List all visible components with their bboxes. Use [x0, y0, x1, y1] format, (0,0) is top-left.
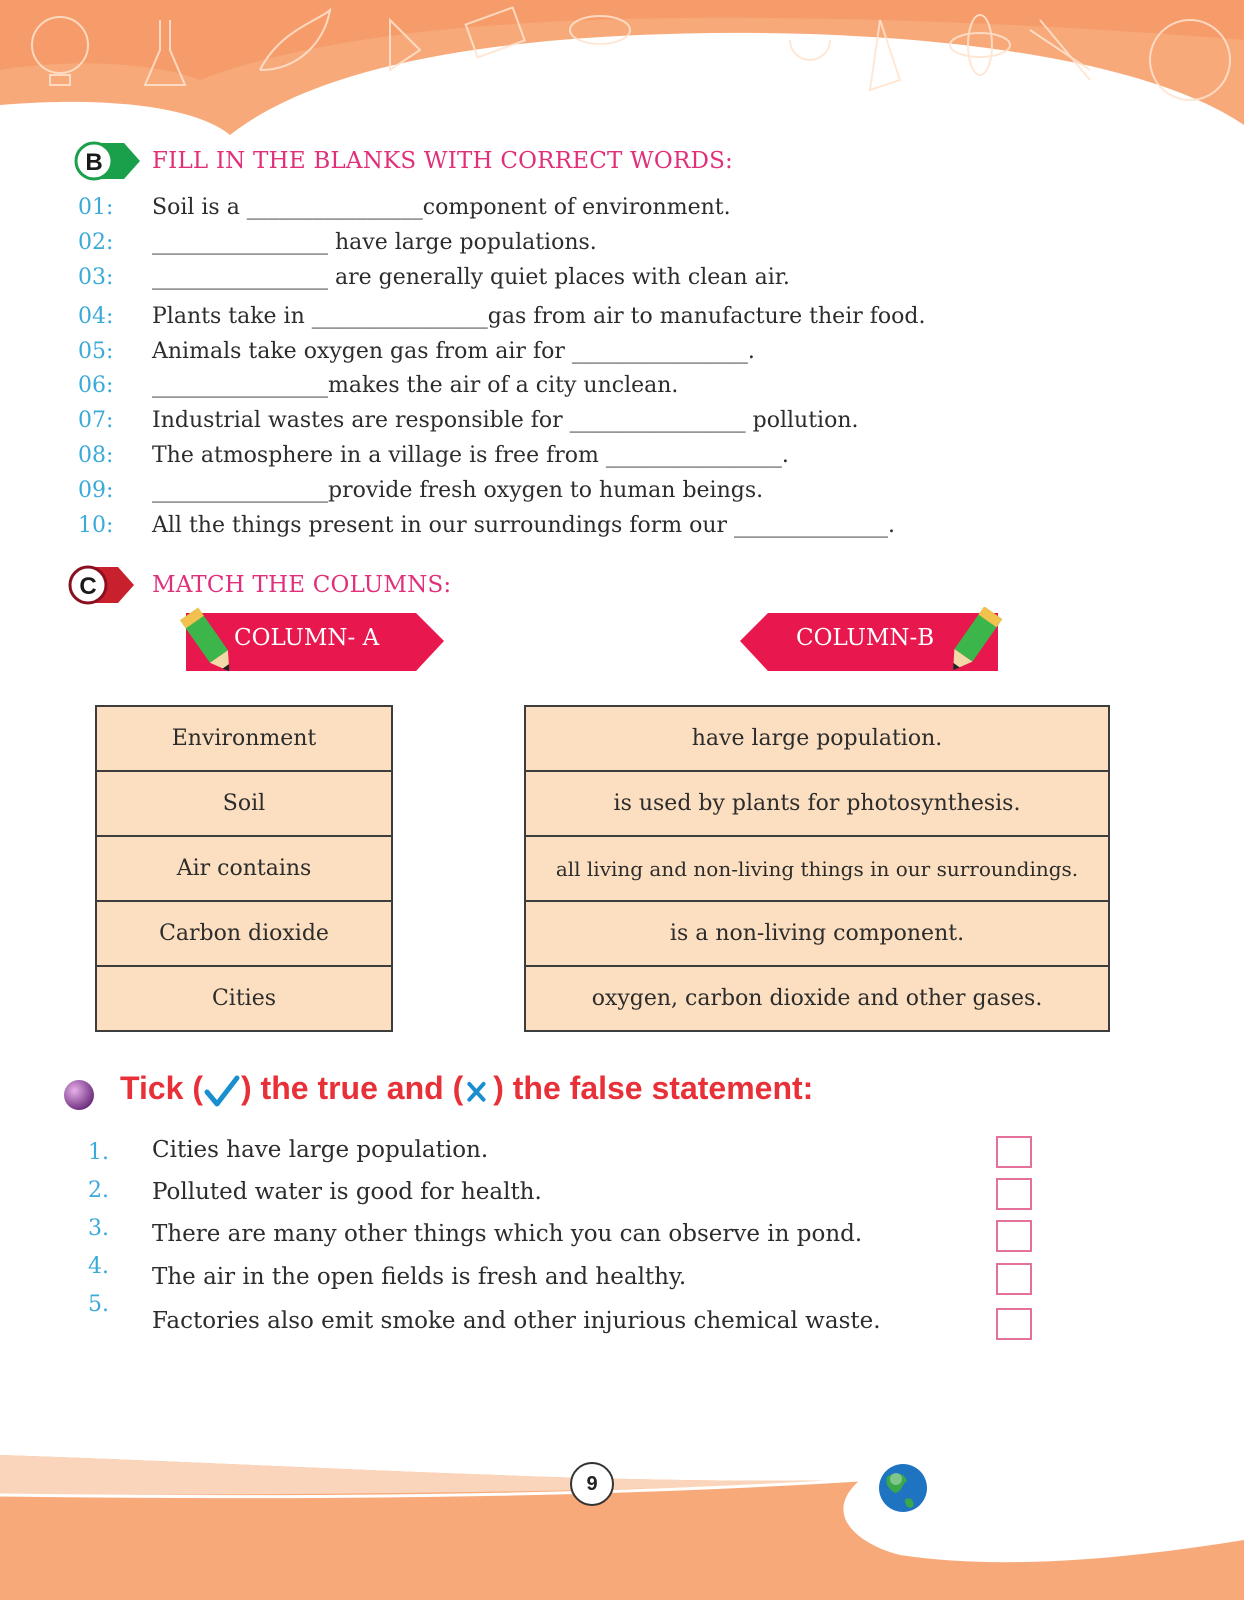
- item-text: ________________ have large populations.: [152, 230, 597, 255]
- item-text: Industrial wastes are responsible for ________________ pollution.: [152, 408, 859, 433]
- item-text: Polluted water is good for health.: [152, 1179, 542, 1205]
- answer-checkbox[interactable]: [996, 1220, 1032, 1252]
- item-number: 3.: [88, 1216, 109, 1241]
- answer-checkbox[interactable]: [996, 1263, 1032, 1295]
- bullet-icon: [62, 1078, 96, 1112]
- page-number: 9: [570, 1462, 614, 1506]
- column-b-ribbon: [734, 607, 1004, 671]
- answer-checkbox[interactable]: [996, 1178, 1032, 1210]
- table-cell: all living and non-living things in our surroundings.: [525, 836, 1109, 901]
- table-row: [525, 836, 1109, 901]
- table-cell: Soil: [96, 771, 392, 836]
- cross-mark-icon: [463, 1074, 493, 1108]
- table-row: [96, 966, 392, 1031]
- item-text: Soil is a ________________component of environment.: [152, 195, 731, 220]
- answer-checkbox[interactable]: [996, 1308, 1032, 1340]
- item-number: 08:: [78, 443, 114, 468]
- column-a-ribbon: [180, 607, 450, 671]
- table-row: [525, 966, 1109, 1031]
- table-cell: have large population.: [525, 706, 1109, 771]
- item-number: 02:: [78, 230, 114, 255]
- column-b-label: COLUMN-B: [796, 625, 935, 651]
- section-b-title: FILL IN THE BLANKS WITH CORRECT WORDS:: [152, 148, 734, 174]
- column-b-table: [524, 705, 1110, 1032]
- svg-text:B: B: [85, 149, 103, 176]
- table-cell: Environment: [96, 706, 392, 771]
- table-row: [525, 706, 1109, 771]
- item-number: 09:: [78, 478, 114, 503]
- item-text: Cities have large population.: [152, 1137, 489, 1163]
- item-text: There are many other things which you can observe in pond.: [152, 1221, 863, 1247]
- item-text: Factories also emit smoke and other injurious chemical waste.: [152, 1308, 881, 1334]
- item-number: 1.: [88, 1140, 109, 1165]
- item-text: The atmosphere in a village is free from ________________.: [152, 443, 789, 468]
- table-row: [96, 901, 392, 966]
- table-cell: oxygen, carbon dioxide and other gases.: [525, 966, 1109, 1031]
- svg-text:C: C: [79, 573, 97, 600]
- item-number: 4.: [88, 1254, 109, 1279]
- table-cell: Cities: [96, 966, 392, 1031]
- item-number: 2.: [88, 1178, 109, 1203]
- tick-section-title: [120, 1070, 813, 1108]
- column-a-label: COLUMN- A: [234, 625, 380, 651]
- item-number: 05:: [78, 339, 114, 364]
- table-row: [525, 901, 1109, 966]
- title-part: ) the false statement:: [493, 1070, 814, 1106]
- item-text: The air in the open fields is fresh and healthy.: [152, 1264, 687, 1290]
- header-banner: [0, 0, 1244, 160]
- item-text: Animals take oxygen gas from air for ________________.: [152, 339, 755, 364]
- title-part: Tick (: [120, 1070, 203, 1106]
- table-row: [96, 771, 392, 836]
- table-cell: Air contains: [96, 836, 392, 901]
- title-part: ) the true and (: [241, 1070, 464, 1106]
- item-number: 03:: [78, 265, 114, 290]
- item-text: Plants take in ________________gas from air to manufacture their food.: [152, 304, 926, 329]
- item-text: All the things present in our surroundings form our ______________.: [152, 513, 896, 538]
- check-mark-icon: [203, 1074, 241, 1108]
- item-number: 07:: [78, 408, 114, 433]
- item-text: ________________provide fresh oxygen to human beings.: [152, 478, 764, 503]
- column-a-table: [95, 705, 393, 1032]
- item-number: 5.: [88, 1292, 109, 1317]
- table-row: [525, 771, 1109, 836]
- item-text: ________________ are generally quiet places with clean air.: [152, 265, 790, 290]
- section-c-title: MATCH THE COLUMNS:: [152, 572, 452, 598]
- globe-icon: [879, 1464, 927, 1512]
- item-number: 01:: [78, 195, 114, 220]
- item-number: 06:: [78, 373, 114, 398]
- item-number: 10:: [78, 513, 114, 538]
- answer-checkbox[interactable]: [996, 1136, 1032, 1168]
- section-b-badge: [74, 139, 140, 183]
- table-cell: is a non-living component.: [525, 901, 1109, 966]
- section-c-badge: [68, 563, 134, 607]
- table-row: [96, 836, 392, 901]
- table-cell: is used by plants for photosynthesis.: [525, 771, 1109, 836]
- table-cell: Carbon dioxide: [96, 901, 392, 966]
- footer-banner: [0, 1455, 1244, 1600]
- item-text: ________________makes the air of a city unclean.: [152, 373, 679, 398]
- table-row: [96, 706, 392, 771]
- item-number: 04:: [78, 304, 114, 329]
